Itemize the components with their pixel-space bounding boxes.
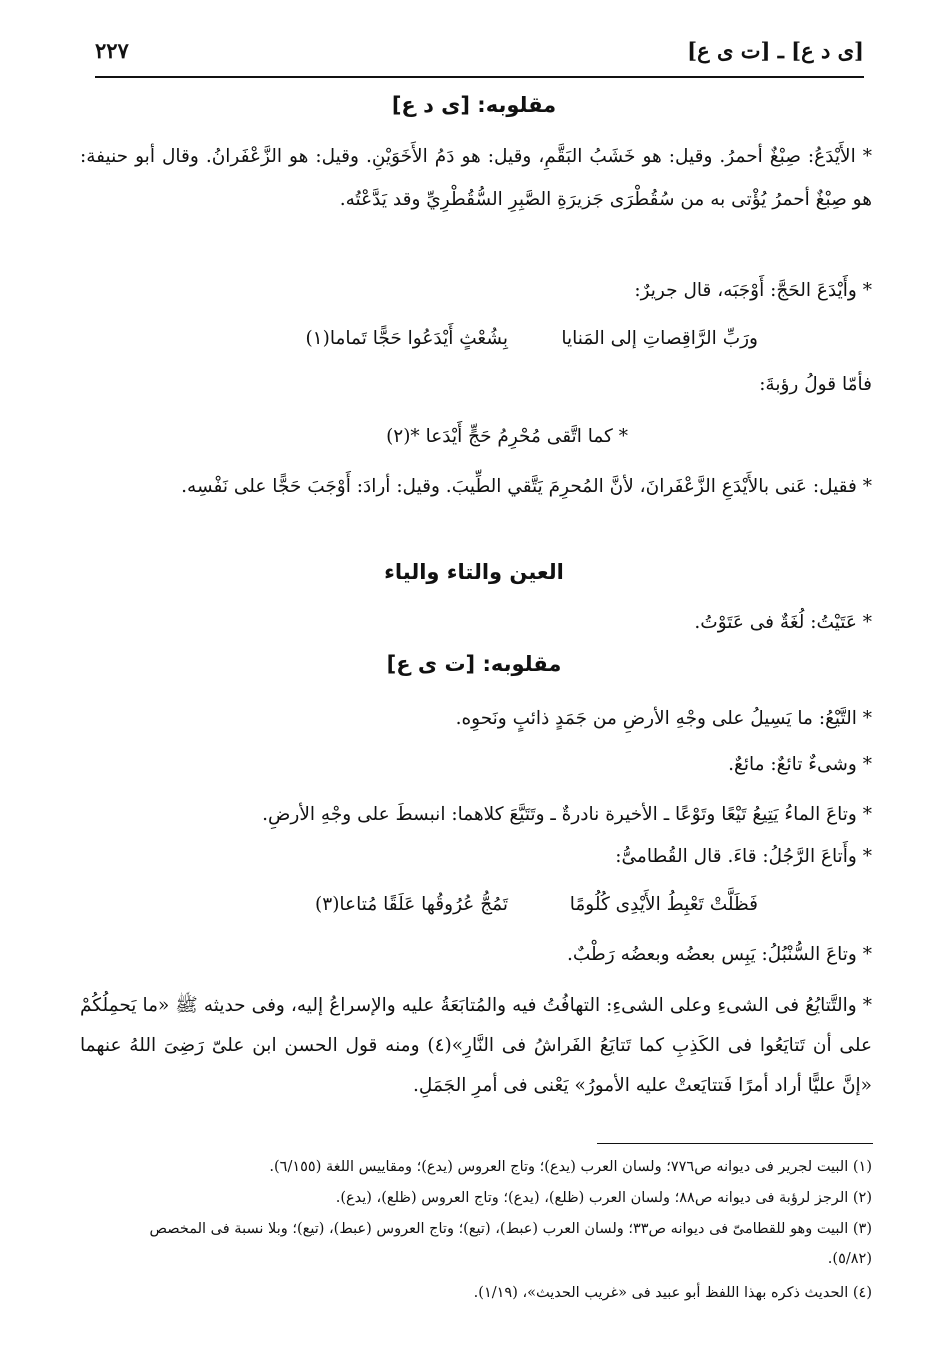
section-heading-tya: مقلوبه: [ت ى ع] [386, 652, 562, 676]
paragraph-ruba-intro: فأمّا قولُ رؤبةَ: [759, 374, 872, 395]
page-header [95, 38, 864, 78]
paragraph-aydaa: * الأَيْدَعُ: صِبْغٌ أحمرُ. وقيل: هو خَشَبُ البَقَّمِ، وقيل: هو دَمُ الأَخَوَيْنِ. وقيل: هو الزَّعْفَرانُ. وقال أبو حنيفة: هو صِبْغٌ أحمرُ يُؤْتى به من سُقُطْرَى جَزيرَةِ الصَّبِرِ السُّقُطْرِيِّ وقد يَدَّعْتُه. [80, 146, 872, 210]
verse-1-second-hemistich: بِشُعْثٍ أَيْدَعُوا حَجًّا تَماما(١) [305, 328, 508, 349]
paragraph-tatayu: * والتَّتايُعُ فى الشىءِ وعلى الشىءِ: التهافُتُ فيه والمُتابَعَةُ عليه والإسراعُ إليه، وفى حديثه ﷺ «ما يَحمِلُكُمْ على أن تَتايَعُوا فى الكَذِبِ كما تَتايَعُ الفَراشُ فى النَّارِ»(٤) ومنه قول الحسن ابن علىّ رَضِىَ اللهُ عنهما «إنَّ عليًّا أراد أمرًا فَتتايَعتْ عليه الأمورُ» يَعْنى فى أمرِ الجَمَلِ. [80, 995, 872, 1096]
section-heading-yda: مقلوبه: [ى د ع] [391, 93, 557, 117]
paragraph-sunbul: * وتاعَ السُّنْبُلُ: يَبِس بعضُه وبعضُه رَطْبٌ. [566, 944, 872, 965]
header-rule [95, 76, 864, 78]
section-heading-ain-ta-ya: العين والتاء والياء [384, 560, 564, 584]
verse-1-first-hemistich: ورَبِّ الرَّاقِصاتِ إلى المَنايا [561, 328, 758, 349]
footnote-1: (١) البيت لجرير فى ديوانه ص٧٧٦؛ ولسان العرب (يدع)؛ وتاج العروس (يدع)؛ ومقاييس اللغة (٦/١٥٥). [269, 1159, 872, 1175]
paragraph-aydaa-hajj: * وأَيْدَعَ الحَجَّ: أَوْجَبَه، قال جريرٌ: [634, 280, 872, 301]
footnote-3: (٣) البيت وهو للقطامىّ فى ديوانه ص٣٣؛ ولسان العرب (عبط)، (تيع)؛ وتاج العروس (عبط)، (تيع)؛ وبلا نسبة فى المخصص (٥/٨٢). [149, 1221, 872, 1267]
footnote-rule [597, 1143, 873, 1144]
paragraph-tai: * وشىءٌ تائعٌ: مائعٌ. [728, 754, 872, 775]
running-title: [ى د ع] ـ [ت ى ع] [687, 38, 864, 63]
footnote-4: (٤) الحديث ذكره بهذا اللفظ أبو عبيد فى «غريب الحديث»، (١/١٩). [473, 1285, 872, 1301]
page-number: ٢٢٧ [95, 38, 129, 63]
paragraph-zafaran: * فقيل: عَنى بالأَيْدَعِ الزَّعْفَرانَ، لأنَّ المُحرِمَ يَتَّقي الطِّيبَ. وقيل: أرادَ: أَوْجَبَ حَجًّا على نَفْسِه. [181, 476, 872, 497]
paragraph-tay: * التَّيْعُ: ما يَسِيلُ على وجْهِ الأرضِ من جَمَدٍ ذائبٍ ونَحوِه. [455, 708, 872, 729]
paragraph-ataytu: * عَتَيْتُ: لُغَةٌ فى عَتَوْتُ. [694, 612, 872, 633]
paragraph-taa-almaa: * وتاعَ الماءُ يَتِيعُ تَيْعًا وتَوْعًا ـ الأخيرة نادرةٌ ـ وتَتَيَّعَ كلاهما: انبسطَ على وجْهِ الأرضِ. [262, 804, 872, 825]
footnote-2: (٢) الرجز لرؤبة فى ديوانه ص٨٨؛ ولسان العرب (ظلع)، (يدع)؛ وتاج العروس (ظلع)، (يدع). [335, 1190, 872, 1206]
verse-3-second-hemistich: تَمُجُّ عُرُوقُها عَلَقًا مُتاعا(٣) [315, 894, 508, 915]
rajaz-verse: * كما اتَّقى مُحْرِمُ حَجٍّ أَيْدَعا *(٢) [386, 426, 628, 447]
verse-3-first-hemistich: فَظَلَّتْ تَعْبِطُ الأَيْدِى كُلُومًا [569, 894, 758, 915]
paragraph-ataa: * وأَتاعَ الرَّجُلُ: قاءَ. قال القُطامىُّ: [615, 846, 872, 867]
